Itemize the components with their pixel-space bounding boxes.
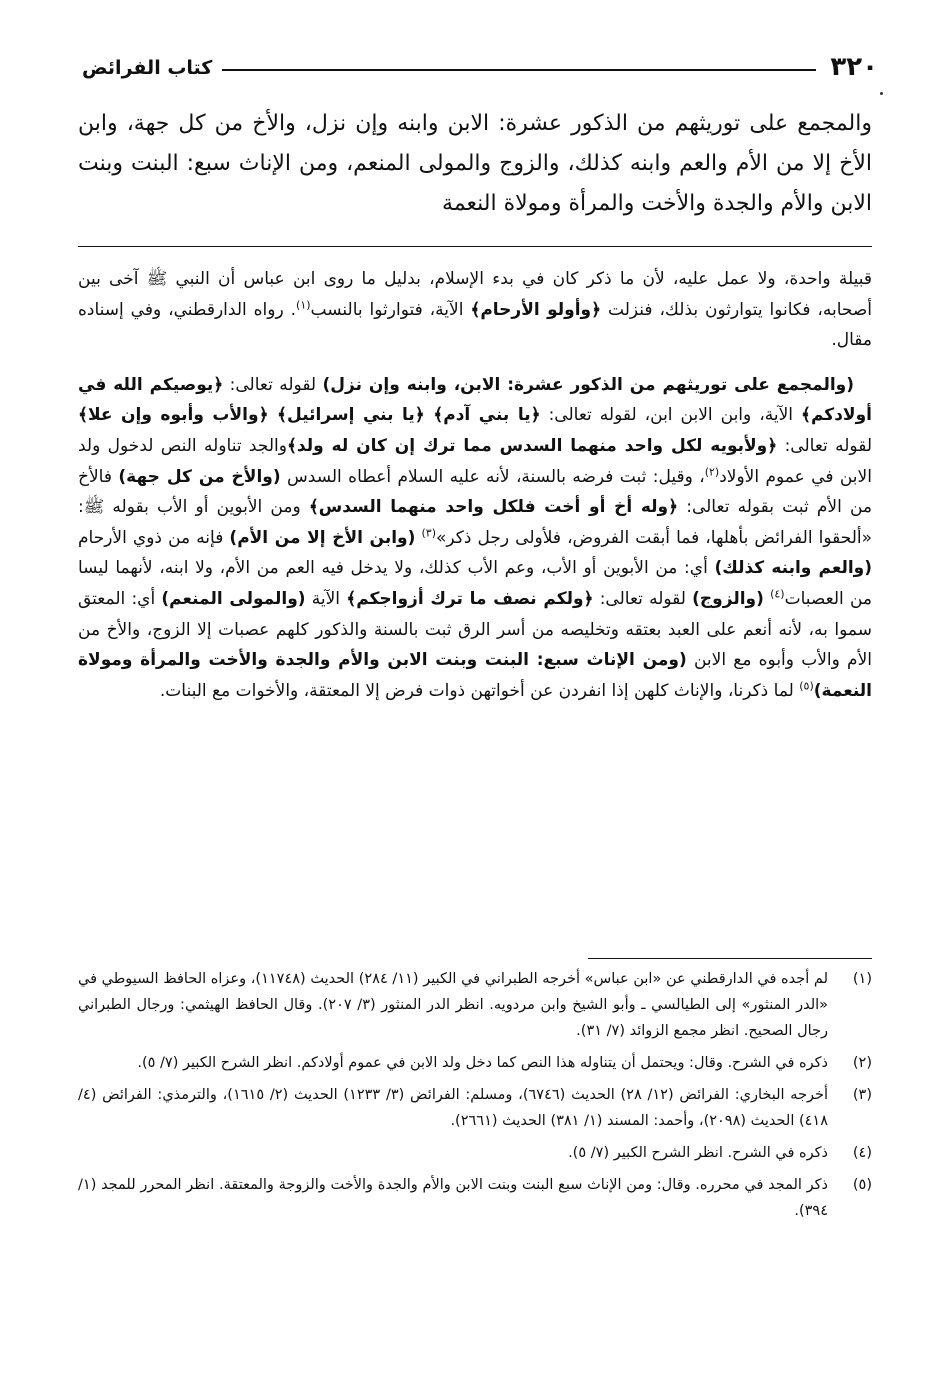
corner-mark xyxy=(880,92,883,95)
text-run: لقوله تعالى: xyxy=(593,588,693,609)
quran-quote: ﴿وأولو الأرحام﴾ xyxy=(470,299,602,320)
header-rule xyxy=(222,69,816,71)
text-run: لقوله تعالى: xyxy=(223,374,323,395)
footnote-ref[interactable]: (٤) xyxy=(770,587,785,601)
footnote xyxy=(78,1050,872,1076)
footnote-text: ذكر المجد في محرره. وقال: ومن الإناث سبع البنت وبنت الابن والأم والجدة والأخت والزوجة والمعتقة. انظر المحرر للمجد (١/ ٣٩٤). xyxy=(78,1177,828,1219)
footnote-text: لم أجده في الدارقطني عن «ابن عباس» أخرجه الطبراني في الكبير (١١/ ٢٨٤) الحديث (١١٧٤٨)، وعزاه الحافظ السيوطي في «الدر المنثور» إلى الطيالسي ـ وأبو الشيخ وابن مردويه. انظر الدر المنثور (٣/ ٢٠٧). وقال الحافظ الهيثمي: ورجال الطبراني رجال الصحيح. انظر مجمع الزوائد (٧/ ٣١). xyxy=(78,971,829,1039)
text-run: . رواه الدارقطني، وفي إسناده مقال. xyxy=(78,299,872,351)
footnote-number: (٣) xyxy=(852,1087,872,1103)
commentary xyxy=(78,264,872,706)
matn-quote: (والمولى المنعم) xyxy=(161,588,306,609)
commentary-paragraph xyxy=(78,370,872,707)
footnote-ref[interactable]: (٢) xyxy=(704,464,720,478)
matn-quote: (والعم وابنه كذلك) xyxy=(714,558,873,579)
page-number: ٣٢٠ xyxy=(830,52,878,82)
text-run: والجد تناوله النص لدخول ولد الابن في عموم الأولاد xyxy=(78,435,872,487)
footnotes xyxy=(78,966,872,1230)
matn-quote: (والزوج) xyxy=(692,588,764,609)
text-run: أي: من الأبوين أو الأب، وعم الأب كذلك، ولا يدخل فيه العم من الأم، ولا ابنه، لأنهما ليسا من العصبات xyxy=(78,558,872,609)
commentary-paragraph xyxy=(78,264,872,356)
matn-text: والمجمع على توريثهم من الذكور عشرة: الابن وابنه وإن نزل، والأخ من كل جهة، وابن الأخ إلا من الأم والعم وابنه كذلك، والزوج والمولى المنعم، ومن الإناث سبع: البنت وبنت الابن والأم والجدة والأخت والمرأة ومولاة النعمة xyxy=(78,111,872,216)
footnote-text: أخرجه البخاري: الفرائض (١٢/ ٢٨) الحديث (٦٧٤٦)، ومسلم: الفرائض (٣/ ١٢٣٣) الحديث (٢/ ١٦١٥)، والترمذي: الفرائض (٤/ ٤١٨) الحديث (٢٠٩٨)، وأحمد: المسند (١/ ٣٨١) الحديث (٢٦٦١). xyxy=(78,1087,829,1129)
footnote xyxy=(78,1140,872,1166)
footnote-number: (٥) xyxy=(852,1177,872,1193)
matn-quote: (والمجمع على توريثهم من الذكور عشرة: الابن، وابنه وإن نزل) xyxy=(322,374,855,395)
matn-quote: (والأخ من كل جهة) xyxy=(118,466,281,487)
footnote-ref[interactable]: (١) xyxy=(296,297,311,311)
chapter-title: كتاب الفرائض xyxy=(82,57,213,79)
matn-separator xyxy=(78,246,872,247)
footnote xyxy=(78,1172,872,1224)
quran-quote: ﴿وله أخ أو أخت فلكل واحد منهما السدس﴾ xyxy=(308,497,679,518)
footnote-ref[interactable]: (٣) xyxy=(421,526,436,540)
text-run: الآية xyxy=(305,588,347,609)
text-run: ومن الأبوين أو الأب بقوله ﷺ: «ألحقوا الفرائض بأهلها، فما أبقت الفروض، فلأولى رجل ذكر» xyxy=(78,497,872,548)
quran-quote: ﴿يوصيكم الله في أولادكم﴾ xyxy=(78,374,872,426)
text-run: لقوله تعالى: xyxy=(777,435,872,456)
footnote-number: (١) xyxy=(852,971,872,987)
footnote-text: ذكره في الشرح. وقال: ويحتمل أن يتناوله هذا النص كما دخل ولد الابن في عموم أولادكم. انظر الشرح الكبير (٧/ ٥). xyxy=(137,1055,828,1071)
footnote-text: ذكره في الشرح. انظر الشرح الكبير (٧/ ٥). xyxy=(568,1145,828,1161)
footnote xyxy=(78,1082,872,1134)
quran-quote: ﴿ولأبويه لكل واحد منهما السدس مما ترك إن كان له ولد﴾ xyxy=(286,435,778,456)
matn-quote: (وابن الأخ إلا من الأم) xyxy=(229,527,416,548)
text-run: الآية، فتوارثوا بالنسب xyxy=(310,299,471,320)
footnote-number: (٢) xyxy=(852,1055,872,1071)
matn-quote: (ومن الإناث سبع: البنت وبنت الابن والأم والجدة والأخت والمرأة ومولاة النعمة) xyxy=(78,650,872,701)
footnote-ref[interactable]: (٥) xyxy=(799,679,814,693)
text-run: الآية، وابن الابن ابن، لقوله تعالى: xyxy=(540,405,802,426)
footnote xyxy=(78,966,872,1044)
text-run: أي: المعتق سموا به، لأنه أنعم على العبد بعتقه وتخليصه من أسر الرق ثبت بالسنة والذكور كلهم عصبات إلا الزوج، والأخ من الأم والأب وأبوه مع الابن xyxy=(78,588,872,671)
text-run: ، وقيل: ثبت فرضه بالسنة، لأنه عليه السلام أعطاه السدس xyxy=(280,466,705,487)
text-run: قبيلة واحدة، ولا عمل عليه، لأن ما ذكر كان في بدء الإسلام، بدليل ما روى ابن عباس أن النبي ﷺ آخى بين أصحابه، فكانوا يتوارثون بذلك، فنزلت xyxy=(78,269,873,320)
quran-quote: ﴿ولكم نصف ما ترك أزواجكم﴾ xyxy=(346,588,594,609)
quran-quote: ﴿يا بني آدم﴾ ﴿يا بني إسرائيل﴾ ﴿والأب وأبوه وإن علا﴾ xyxy=(78,405,541,426)
footnote-separator xyxy=(588,958,872,959)
page-header xyxy=(82,52,878,82)
text-run: فالأخ من الأم ثبت بقوله تعالى: xyxy=(78,466,872,518)
text-run: فإنه من ذوي الأرحام xyxy=(78,527,230,548)
text-run: لما ذكرنا، والإناث كلهن إذا انفردن عن أخواتهن ذوات فرض إلا المعتقة، والأخوات مع البنات. xyxy=(159,680,800,701)
footnote-number: (٤) xyxy=(852,1145,872,1161)
